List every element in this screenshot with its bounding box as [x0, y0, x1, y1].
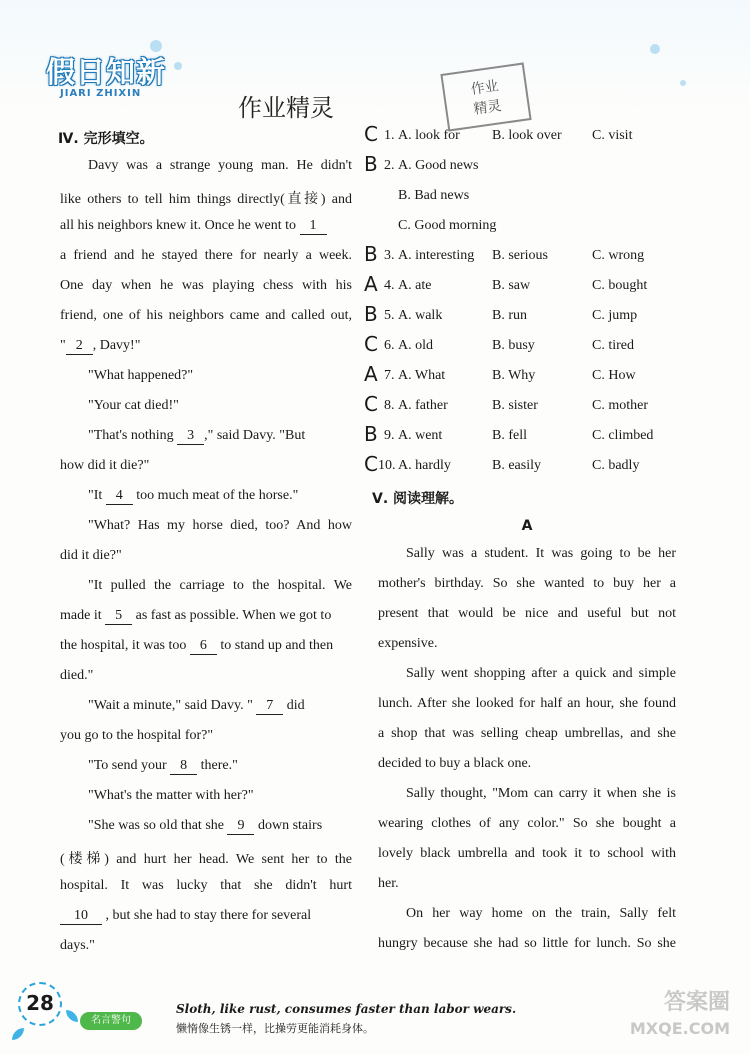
- option-b[interactable]: B. fell: [492, 428, 527, 443]
- question-number: 8.: [384, 398, 395, 413]
- option-a[interactable]: A. interesting: [398, 248, 475, 263]
- leaf-icon: [66, 1010, 78, 1022]
- passage-text: ," said Davy. "But: [204, 428, 306, 443]
- reading-line: mother's birthday. So she wanted to buy her a: [378, 576, 676, 591]
- question-number: 5.: [384, 308, 395, 323]
- motto-chinese: 懒惰像生锈一样，比操劳更能消耗身体。: [176, 1022, 374, 1035]
- option-c[interactable]: C. jump: [592, 308, 638, 323]
- passage-text: down stairs: [257, 818, 323, 833]
- question-number: 10.: [378, 458, 396, 473]
- question-number: 3.: [384, 248, 395, 263]
- option-c[interactable]: C. Good morning: [398, 218, 497, 233]
- passage-line: "It pulled the carriage to the hospital. We: [88, 578, 352, 593]
- reading-line: Sally thought, "Mom can carry it when she is: [406, 786, 676, 801]
- passage-line: [60, 608, 352, 625]
- passage-text: the hospital, it was too: [60, 638, 187, 653]
- passage-line: a friend and he stayed there for nearly a week.: [60, 248, 352, 263]
- passage-line: [60, 758, 352, 775]
- passage-text: did: [286, 698, 305, 713]
- stamp: [440, 62, 531, 131]
- passage-line: [60, 488, 352, 505]
- option-c[interactable]: C. visit: [592, 128, 633, 143]
- answer-mark: A: [364, 272, 378, 296]
- passage-text: there.": [200, 758, 238, 773]
- passage-text: "Wait a minute," said Davy. ": [88, 698, 253, 713]
- leaf-icon: [12, 1028, 24, 1040]
- option-b[interactable]: B. run: [492, 308, 527, 323]
- blank-2[interactable]: 2: [66, 338, 93, 355]
- option-b[interactable]: B. saw: [492, 278, 531, 293]
- reading-line: Sally was a student. It was going to be her: [406, 546, 676, 561]
- option-a[interactable]: A. ate: [398, 278, 432, 293]
- logo: [14, 44, 184, 102]
- option-c[interactable]: C. tired: [592, 338, 634, 353]
- page-footer: [0, 970, 750, 1054]
- bubble-decoration: [650, 44, 660, 54]
- passage-line: [60, 638, 352, 655]
- passage-line: "What happened?": [88, 368, 194, 383]
- question-number: 2.: [384, 158, 395, 173]
- passage-line: (楼梯) and hurt her head. We sent her to the: [60, 852, 352, 867]
- logo-subtitle: JIARI ZHIXIN: [60, 88, 142, 99]
- passage-line: you go to the hospital for?": [60, 728, 214, 743]
- passage-line: Davy was a strange young man. He didn't: [88, 158, 352, 173]
- option-c[interactable]: C. How: [592, 368, 636, 383]
- watermark-line2: MXQE.COM: [629, 1019, 730, 1038]
- passage-line: [60, 338, 352, 355]
- stamp-line2: 精灵: [472, 98, 503, 118]
- reading-line: present that would be nice and useful but not: [378, 606, 676, 621]
- section-heading: Ⅳ. 完形填空。: [58, 131, 154, 147]
- reading-line: her.: [378, 876, 399, 891]
- passage-line: "Your cat died!": [88, 398, 179, 413]
- page-number: 28: [18, 982, 62, 1026]
- option-a[interactable]: A. Good news: [398, 158, 479, 173]
- passage-text: made it: [60, 608, 102, 623]
- passage-text: , Davy!": [92, 338, 141, 353]
- option-b[interactable]: B. Bad news: [398, 188, 470, 203]
- passage-line: [60, 218, 352, 235]
- option-a[interactable]: A. walk: [398, 308, 443, 323]
- option-b[interactable]: B. easily: [492, 458, 541, 473]
- answer-mark: C: [364, 452, 378, 476]
- option-b[interactable]: B. busy: [492, 338, 535, 353]
- passage-line: did it die?": [60, 548, 122, 563]
- passage-line: like others to tell him things directly(直接) and: [60, 192, 352, 207]
- option-b[interactable]: B. serious: [492, 248, 548, 263]
- reading-line: a shop that was selling cheap umbrellas, and she: [378, 726, 676, 741]
- question-number: 1.: [384, 128, 395, 143]
- reading-line: lunch. After she looked for half an hour, she found: [378, 696, 676, 711]
- blank-1[interactable]: 1: [300, 218, 327, 235]
- answer-mark: B: [364, 152, 378, 176]
- reading-line: lovely black umbrella and took it to school with: [378, 846, 676, 861]
- passage-line: One day when he was playing chess with his: [60, 278, 352, 293]
- passage-text: "It: [88, 488, 103, 503]
- passage-line: hospital. It was lucky that she didn't hurt: [60, 878, 352, 893]
- reading-line: expensive.: [378, 636, 438, 651]
- watermark: [630, 990, 730, 1042]
- question-number: 7.: [384, 368, 395, 383]
- blank-4[interactable]: 4: [106, 488, 133, 505]
- passage-line: "What? Has my horse died, too? And how: [88, 518, 352, 533]
- passage-text: to stand up and then: [220, 638, 334, 653]
- reading-line: decided to buy a black one.: [378, 756, 532, 771]
- passage-text: , but she had to stay there for several: [105, 908, 312, 923]
- watermark-line1: 答案圈: [663, 990, 730, 1015]
- passage-text: all his neighbors knew it. Once he went to: [60, 218, 297, 233]
- answer-mark: B: [364, 302, 378, 326]
- option-b[interactable]: B. look over: [492, 128, 562, 143]
- answer-mark: B: [364, 242, 378, 266]
- option-a[interactable]: A. look for: [398, 128, 460, 143]
- motto-label: 名言警句: [80, 1012, 142, 1030]
- passage-line: [60, 428, 352, 445]
- option-a[interactable]: A. What: [398, 368, 446, 383]
- option-a[interactable]: A. hardly: [398, 458, 451, 473]
- option-a[interactable]: A. old: [398, 338, 433, 353]
- bubble-decoration: [680, 80, 686, 86]
- option-c[interactable]: C. bought: [592, 278, 648, 293]
- question-number: 6.: [384, 338, 395, 353]
- reading-line: hungry because she had so little for lunch. So she: [378, 936, 676, 951]
- reading-line: wearing clothes of any color." So she bought a: [378, 816, 676, 831]
- answer-mark: C: [364, 122, 378, 146]
- section-heading: Ⅴ. 阅读理解。: [372, 491, 464, 507]
- question-number: 9.: [384, 428, 395, 443]
- option-c[interactable]: C. wrong: [592, 248, 645, 263]
- passage-line: days.": [60, 938, 95, 953]
- passage-label: A: [521, 518, 533, 534]
- answer-mark: B: [364, 422, 378, 446]
- passage-text: "To send your: [88, 758, 167, 773]
- option-a[interactable]: A. went: [398, 428, 443, 443]
- option-c[interactable]: C. mother: [592, 398, 648, 413]
- option-b[interactable]: B. Why: [492, 368, 536, 383]
- passage-text: too much meat of the horse.": [136, 488, 299, 503]
- blank-5[interactable]: 5: [105, 608, 132, 625]
- answer-mark: A: [364, 362, 378, 386]
- passage-text: as fast as possible. When we got to: [135, 608, 332, 623]
- passage-text: "That's nothing: [88, 428, 174, 443]
- reading-line: Sally went shopping after a quick and simple: [406, 666, 676, 681]
- blank-10[interactable]: 10: [60, 908, 102, 925]
- passage-line: [60, 908, 352, 925]
- blank-6[interactable]: 6: [190, 638, 217, 655]
- handwritten-title: 作业精灵: [238, 94, 334, 122]
- quote-open: ": [60, 338, 66, 353]
- option-a[interactable]: A. father: [398, 398, 448, 413]
- blank-8[interactable]: 8: [170, 758, 197, 775]
- answer-mark: C: [364, 392, 378, 416]
- answer-mark: C: [364, 332, 378, 356]
- passage-text: "She was so old that she: [88, 818, 224, 833]
- passage-line: "What's the matter with her?": [88, 788, 254, 803]
- stamp-line1: 作业: [469, 78, 500, 98]
- passage-line: how did it die?": [60, 458, 150, 473]
- option-b[interactable]: B. sister: [492, 398, 538, 413]
- option-c[interactable]: C. climbed: [592, 428, 654, 443]
- logo-title: 假日知新: [46, 55, 167, 89]
- passage-line: [60, 818, 352, 835]
- option-c[interactable]: C. badly: [592, 458, 640, 473]
- blank-9[interactable]: 9: [227, 818, 254, 835]
- passage-line: [60, 698, 352, 715]
- passage-line: died.": [60, 668, 94, 683]
- motto-english: Sloth, like rust, consumes faster than labor wears.: [176, 1002, 517, 1016]
- question-number: 4.: [384, 278, 395, 293]
- reading-line: On her way home on the train, Sally felt: [406, 906, 676, 921]
- blank-7[interactable]: 7: [256, 698, 283, 715]
- blank-3[interactable]: 3: [177, 428, 204, 445]
- passage-line: friend, one of his neighbors came and called out,: [60, 308, 352, 323]
